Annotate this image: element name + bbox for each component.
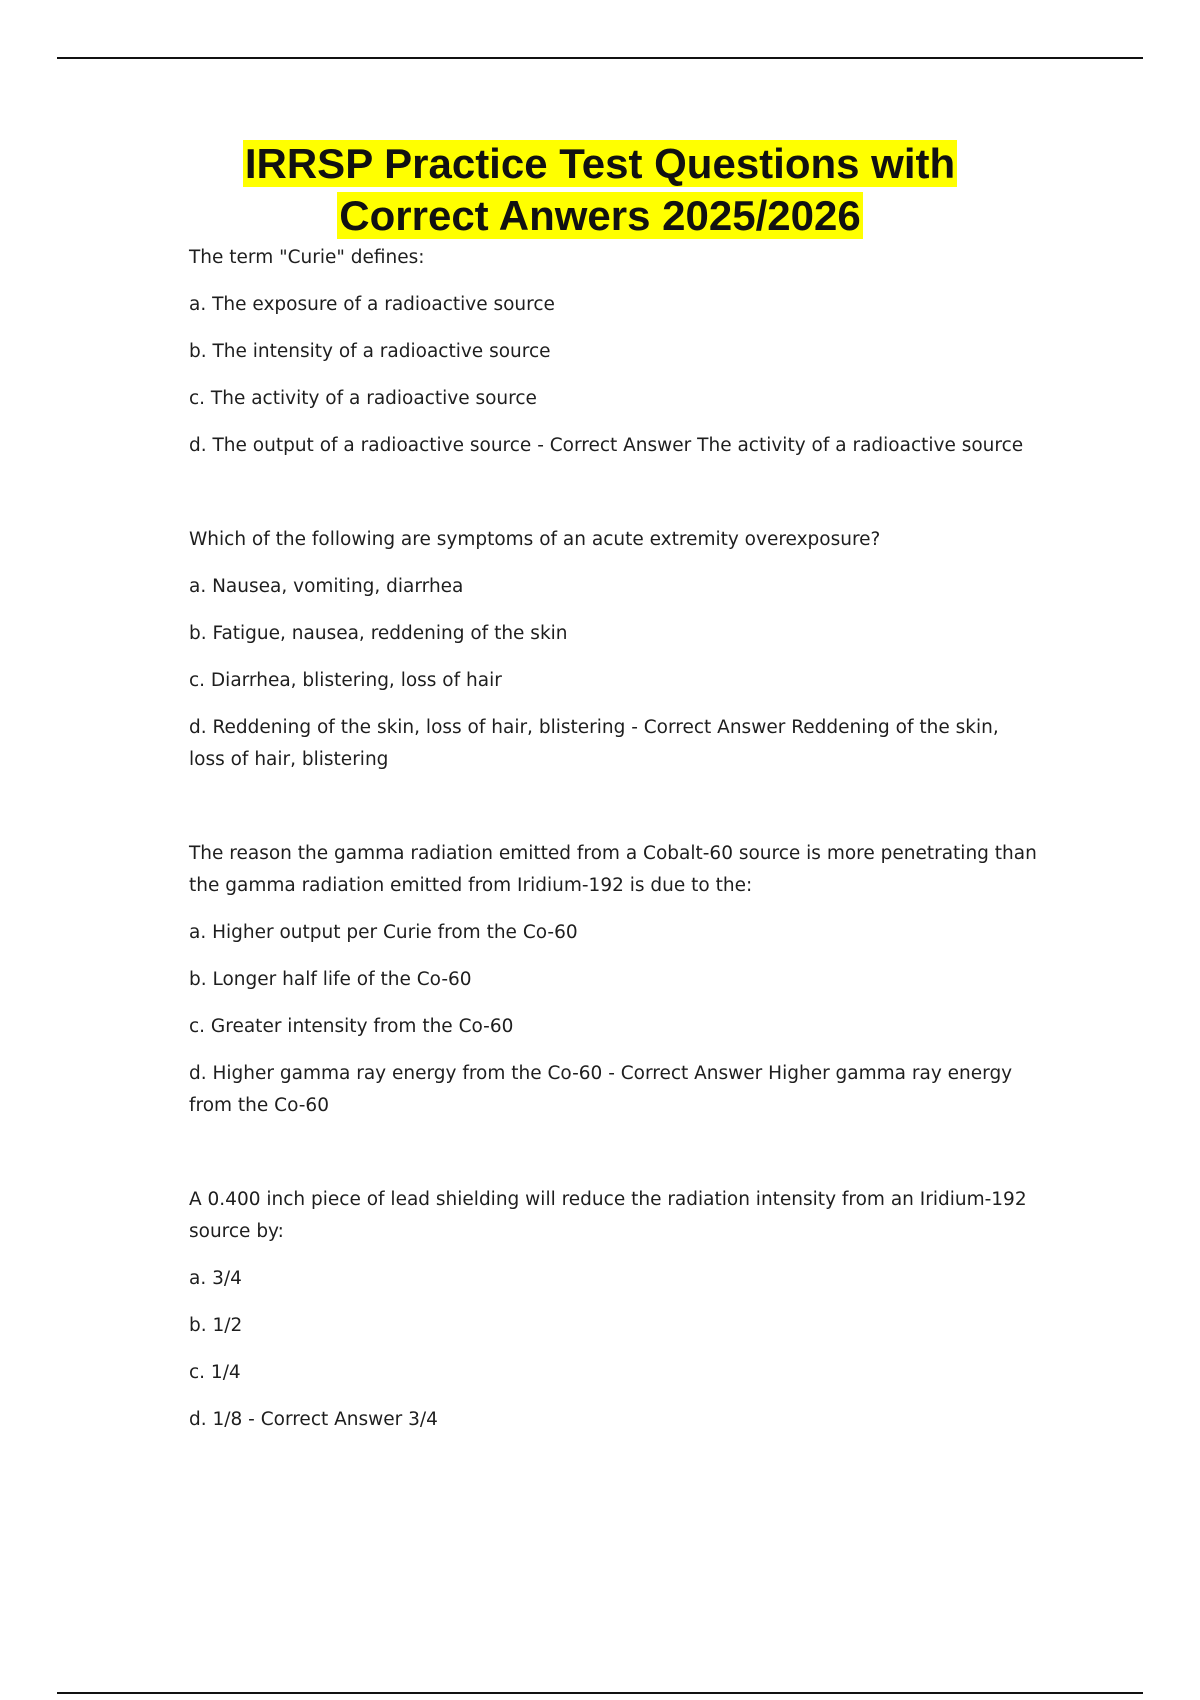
option-a: a. Nausea, vomiting, diarrhea: [189, 576, 464, 597]
title-line-1: IRRSP Practice Test Questions with: [244, 140, 956, 187]
question-text: The reason the gamma radiation emitted from a Cobalt-60 source is more penetrating than the gamma radiation emitted from Iridium-192 is due to the:: [189, 843, 1037, 896]
option-c: c. Diarrhea, blistering, loss of hair: [189, 670, 502, 691]
option-b: b. 1/2: [189, 1315, 243, 1336]
question-2: [189, 524, 1039, 776]
question-text: A 0.400 inch piece of lead shielding will reduce the radiation intensity from an Iridium-192 source by:: [189, 1189, 1027, 1242]
question-text: The term "Curie" defines:: [189, 247, 425, 268]
question-3: [189, 838, 1039, 1122]
option-b: b. Longer half life of the Co-60: [189, 969, 472, 990]
option-c: c. Greater intensity from the Co-60: [189, 1016, 514, 1037]
option-a: a. Higher output per Curie from the Co-60: [189, 922, 578, 943]
question-list: [189, 242, 1039, 1451]
page-title: [0, 138, 1200, 242]
option-b: b. The intensity of a radioactive source: [189, 341, 551, 362]
option-d-with-answer: d. 1/8 - Correct Answer 3/4: [189, 1409, 438, 1430]
top-rule: [57, 57, 1143, 59]
option-d-with-answer: d. Higher gamma ray energy from the Co-60 - Correct Answer Higher gamma ray energy from the Co-60: [189, 1063, 1013, 1116]
option-d-with-answer: d. Reddening of the skin, loss of hair, blistering - Correct Answer Reddening of the skin, loss of hair, blistering: [189, 717, 999, 770]
option-c: c. 1/4: [189, 1362, 241, 1383]
question-4: [189, 1184, 1039, 1436]
question-text: Which of the following are symptoms of an acute extremity overexposure?: [189, 529, 881, 550]
title-line-2: Correct Anwers 2025/2026: [339, 192, 861, 239]
option-b: b. Fatigue, nausea, reddening of the skin: [189, 623, 568, 644]
option-c: c. The activity of a radioactive source: [189, 388, 537, 409]
question-1: [189, 242, 1039, 462]
option-a: a. The exposure of a radioactive source: [189, 294, 555, 315]
bottom-rule: [57, 1692, 1143, 1694]
option-a: a. 3/4: [189, 1268, 242, 1289]
option-d-with-answer: d. The output of a radioactive source - Correct Answer The activity of a radioactive source: [189, 435, 1024, 456]
